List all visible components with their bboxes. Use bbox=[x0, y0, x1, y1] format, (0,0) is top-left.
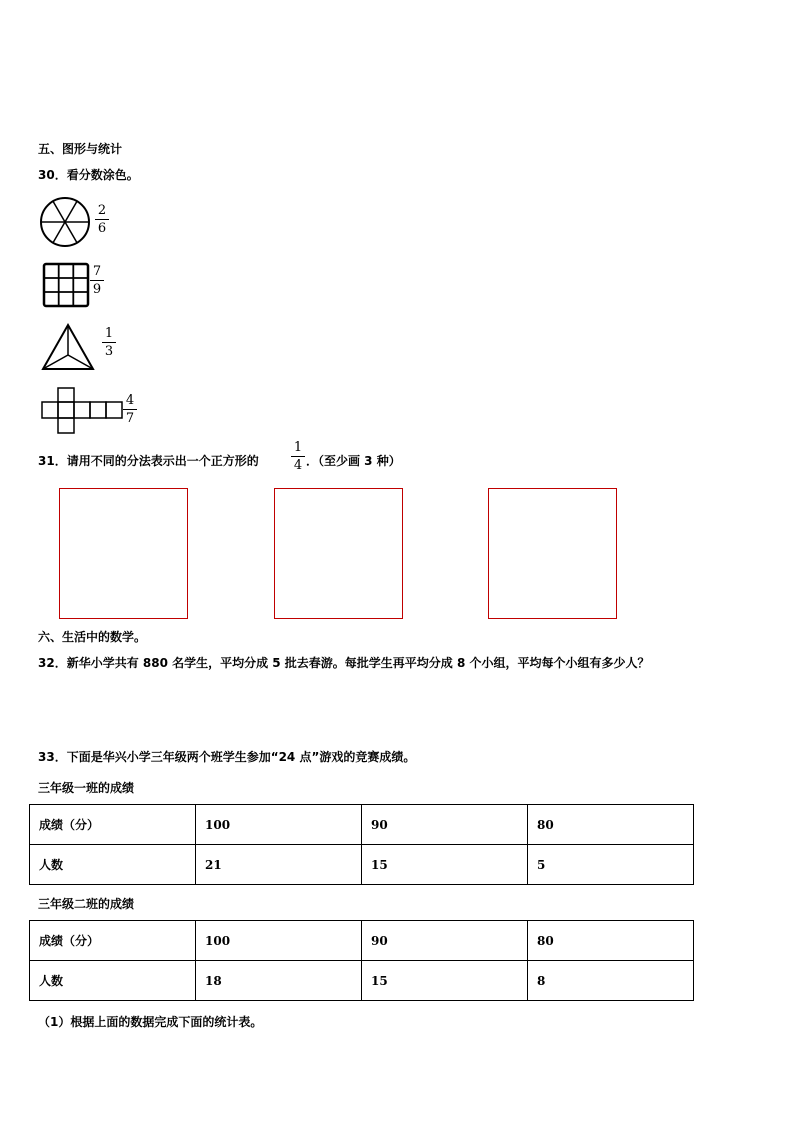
table-cell: 90 bbox=[362, 805, 528, 845]
drawing-square-1[interactable] bbox=[59, 488, 188, 619]
table-row bbox=[30, 845, 694, 885]
table-cell: 100 bbox=[196, 921, 362, 961]
table-cell: 18 bbox=[196, 961, 362, 1001]
table-cell: 15 bbox=[362, 845, 528, 885]
question-31-label: 31．请用不同的分法表示出一个正方形的 bbox=[38, 454, 259, 468]
fraction-numerator: 7 bbox=[92, 264, 102, 279]
table-cell: 80 bbox=[528, 805, 694, 845]
table-cell: 人数 bbox=[30, 845, 196, 885]
fraction-numerator: 4 bbox=[125, 393, 135, 408]
fraction-denominator: 3 bbox=[104, 344, 114, 359]
question-31-suffix: ．（至少画 3 种） bbox=[306, 454, 401, 468]
question-33-label: 33．下面是华兴小学三年级两个班学生参加“24 点”游戏的竞赛成绩。 bbox=[38, 750, 416, 764]
fraction-numerator: 2 bbox=[97, 203, 107, 218]
table-cell: 人数 bbox=[30, 961, 196, 1001]
table-row bbox=[30, 961, 694, 1001]
table-cell: 成绩（分） bbox=[30, 921, 196, 961]
drawing-square-2[interactable] bbox=[274, 488, 403, 619]
fraction-1-4 bbox=[291, 440, 305, 473]
class1-table-title: 三年级一班的成绩 bbox=[38, 781, 135, 795]
class1-score-table bbox=[29, 804, 694, 885]
table-row bbox=[30, 921, 694, 961]
fraction-numerator: 1 bbox=[104, 326, 114, 341]
fraction-numerator: 1 bbox=[293, 440, 303, 455]
table-cell: 90 bbox=[362, 921, 528, 961]
drawing-square-3[interactable] bbox=[488, 488, 617, 619]
fraction-denominator: 7 bbox=[125, 411, 135, 426]
cube-net-icon bbox=[40, 387, 124, 435]
table-row bbox=[30, 805, 694, 845]
class2-score-table bbox=[29, 920, 694, 1001]
class2-table-title: 三年级二班的成绩 bbox=[38, 897, 135, 911]
section-title-life-math: 六、生活中的数学。 bbox=[38, 630, 147, 644]
question-30-label: 30．看分数涂色。 bbox=[38, 168, 139, 182]
table-cell: 80 bbox=[528, 921, 694, 961]
question-33-sub1: （1）根据上面的数据完成下面的统计表。 bbox=[38, 1015, 263, 1029]
fraction-4-7 bbox=[123, 393, 137, 426]
circle-6-sectors-icon bbox=[38, 195, 92, 249]
fraction-denominator: 4 bbox=[293, 458, 303, 473]
table-cell: 8 bbox=[528, 961, 694, 1001]
fraction-7-9 bbox=[90, 264, 104, 297]
fraction-denominator: 9 bbox=[92, 282, 102, 297]
section-title-graphics-statistics: 五、图形与统计 bbox=[38, 142, 123, 156]
question-32-text: 32．新华小学共有 880 名学生，平均分成 5 批去春游。每批学生再平均分成 8 个小组，平均每个小组有多少人？ bbox=[38, 656, 650, 670]
fraction-1-3 bbox=[102, 326, 116, 359]
triangle-3-parts-icon bbox=[40, 322, 96, 372]
table-cell: 15 bbox=[362, 961, 528, 1001]
fraction-2-6 bbox=[95, 203, 109, 236]
table-cell: 21 bbox=[196, 845, 362, 885]
fraction-denominator: 6 bbox=[97, 221, 107, 236]
table-cell: 100 bbox=[196, 805, 362, 845]
table-cell: 5 bbox=[528, 845, 694, 885]
table-cell: 成绩（分） bbox=[30, 805, 196, 845]
grid-3x3-icon bbox=[42, 262, 90, 308]
